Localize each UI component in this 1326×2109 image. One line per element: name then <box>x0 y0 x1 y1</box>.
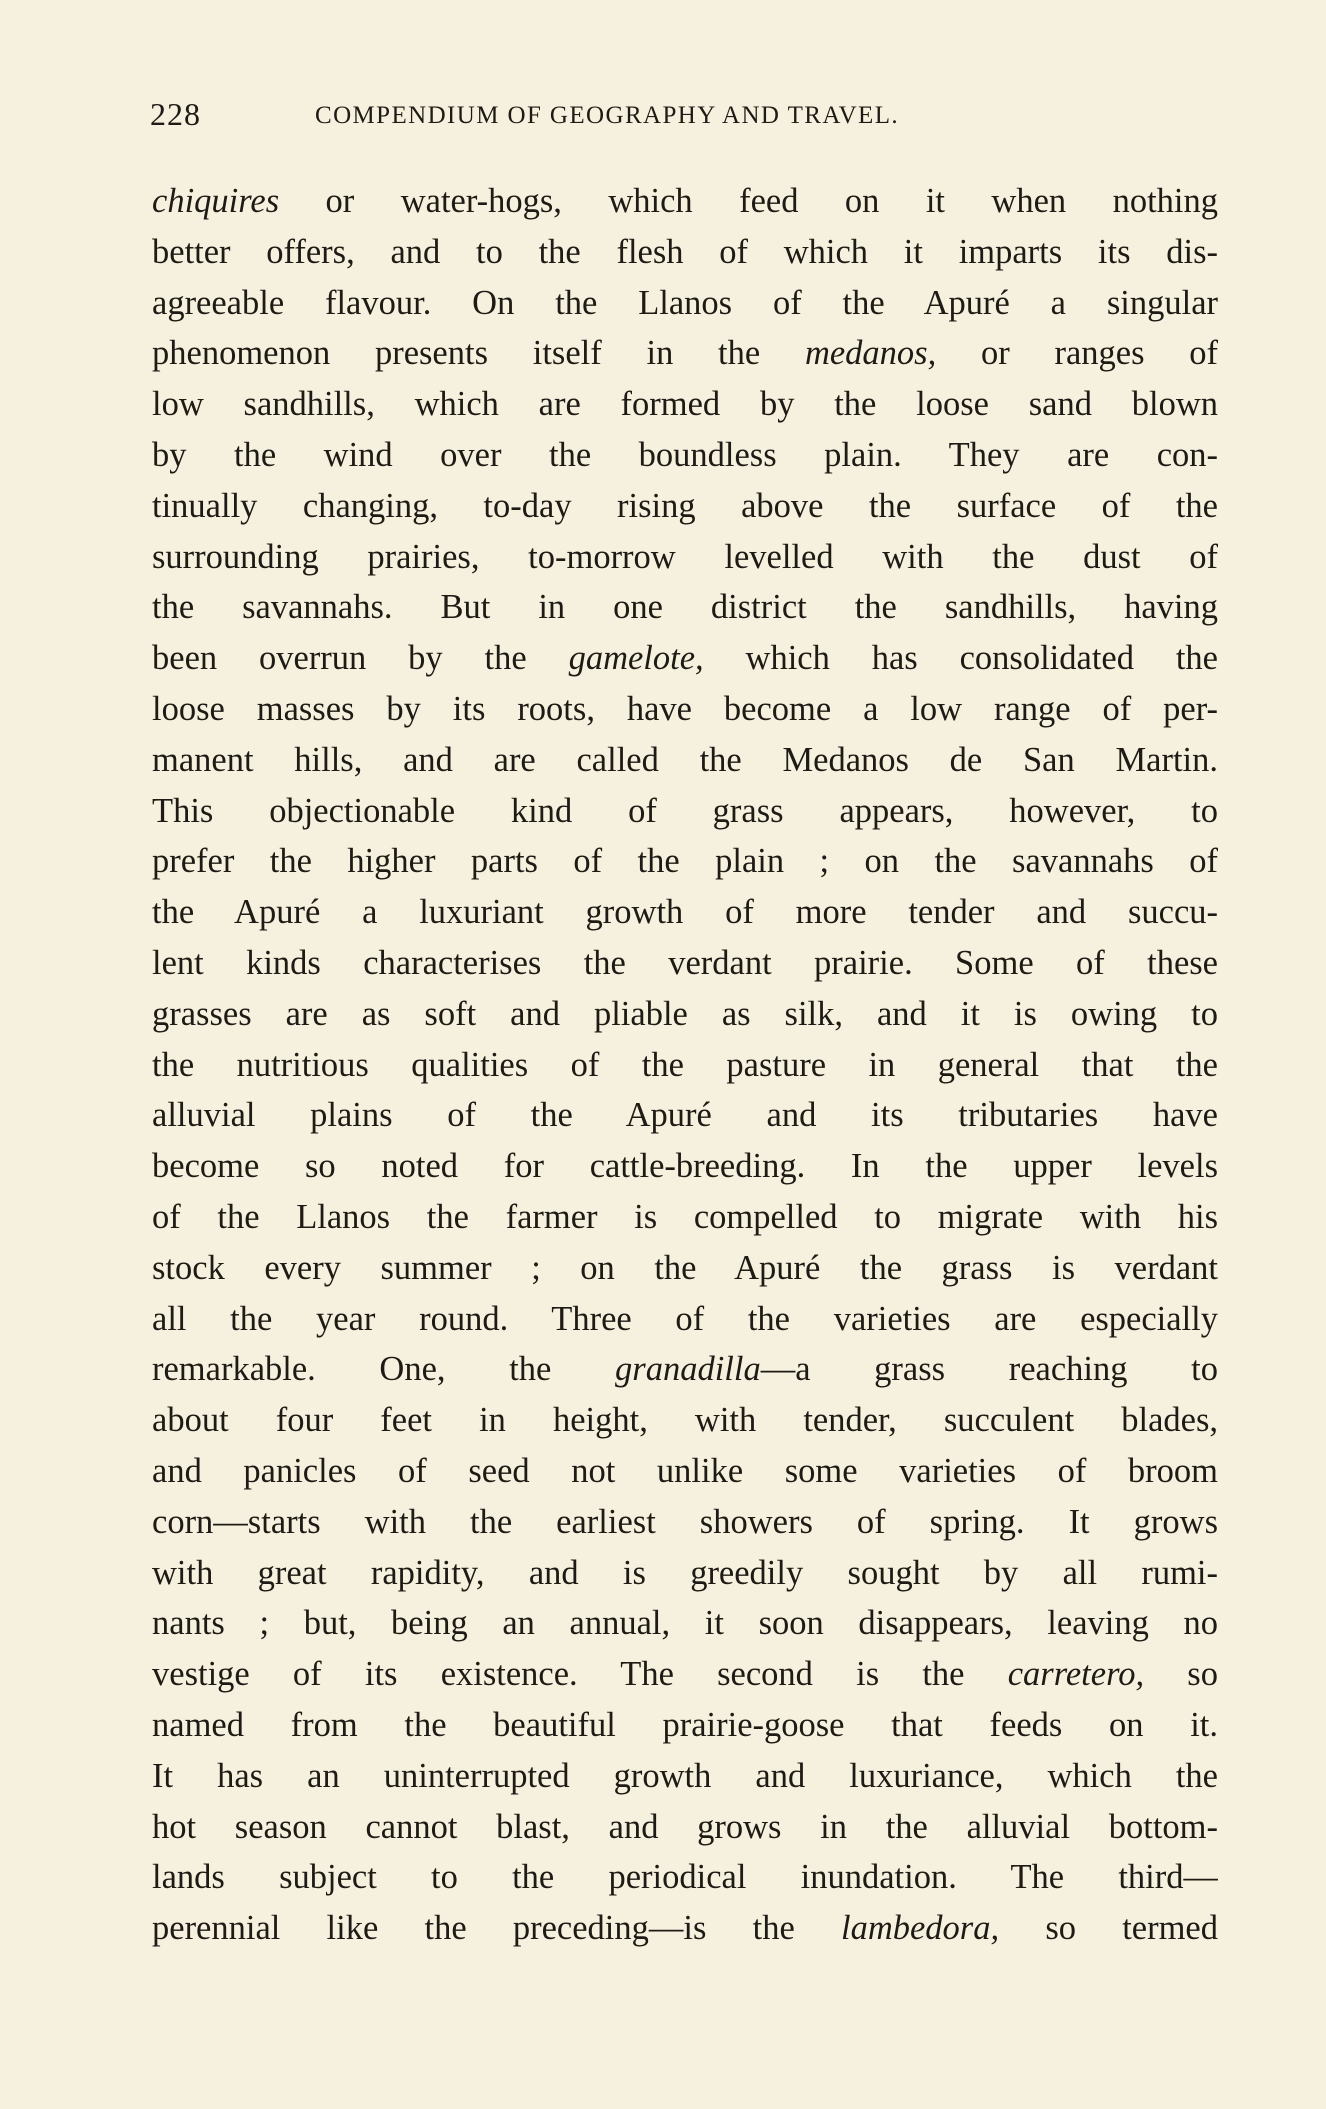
text-segment: nants ; but, being an annual, it soon disappears, leaving no <box>152 1604 1218 1643</box>
text-segment: which has consolidated the <box>703 639 1218 678</box>
text-line <box>152 836 1218 887</box>
text-segment: agreeable flavour. On the Llanos of the Apuré a singular <box>152 283 1218 322</box>
text-segment: by the wind over the boundless plain. They are con- <box>152 435 1218 474</box>
text-segment: This objectionable kind of grass appears, however, to <box>152 791 1218 830</box>
text-line <box>152 989 1218 1040</box>
text-line <box>152 1751 1218 1802</box>
text-line <box>152 278 1218 329</box>
text-line <box>152 532 1218 583</box>
page-number: 228 <box>150 96 201 132</box>
text-segment: grasses are as soft and pliable as silk, and it is owing to <box>152 994 1218 1033</box>
text-line <box>152 684 1218 735</box>
text-line <box>152 1040 1218 1091</box>
text-line <box>152 1446 1218 1497</box>
text-segment: phenomenon presents itself in the <box>152 334 805 373</box>
running-head <box>150 96 1220 140</box>
text-segment: the savannahs. But in one district the sandhills, having <box>152 588 1218 627</box>
body-text <box>152 176 1218 1954</box>
text-segment: hot season cannot blast, and grows in the alluvial bottom- <box>152 1807 1218 1846</box>
text-segment: named from the beautiful prairie-goose that feeds on it. <box>152 1705 1218 1744</box>
text-segment: so <box>1144 1655 1218 1694</box>
text-segment: with great rapidity, and is greedily sought by all rumi- <box>152 1553 1218 1592</box>
text-line <box>152 735 1218 786</box>
italic-term: carretero, <box>1007 1655 1145 1694</box>
text-segment: become so noted for cattle-breeding. In the upper levels <box>152 1147 1218 1186</box>
text-line <box>152 430 1218 481</box>
text-line <box>152 328 1218 379</box>
text-segment: the nutritious qualities of the pasture in general that the <box>152 1045 1218 1084</box>
text-line <box>152 1700 1218 1751</box>
text-segment: and panicles of seed not unlike some varieties of broom <box>152 1451 1218 1490</box>
text-line <box>152 1141 1218 1192</box>
text-segment: lent kinds characterises the verdant prairie. Some of these <box>152 943 1218 982</box>
italic-term: chiquires <box>152 182 280 220</box>
text-segment: prefer the higher parts of the plain ; on the savannahs of <box>152 842 1218 881</box>
text-line <box>152 176 1218 227</box>
text-line <box>152 633 1218 684</box>
italic-term: granadilla <box>615 1350 761 1389</box>
text-line <box>152 582 1218 633</box>
italic-term: medanos, <box>804 334 937 373</box>
text-segment: or water-hogs, which feed on it when nothing <box>279 182 1218 220</box>
text-line <box>152 1090 1218 1141</box>
text-line <box>152 786 1218 837</box>
text-segment: about four feet in height, with tender, succulent blades, <box>152 1401 1218 1440</box>
text-segment: perennial like the preceding—is the <box>152 1909 841 1948</box>
text-segment: stock every summer ; on the Apuré the grass is verdant <box>152 1248 1218 1287</box>
text-segment: alluvial plains of the Apuré and its tributaries have <box>152 1096 1218 1135</box>
text-line <box>152 1344 1218 1395</box>
text-line <box>152 887 1218 938</box>
text-segment: It has an uninterrupted growth and luxuriance, which the <box>152 1756 1218 1795</box>
text-line <box>152 938 1218 989</box>
italic-term: lambedora, <box>840 1909 1000 1948</box>
text-line <box>152 379 1218 430</box>
text-segment: surrounding prairies, to-morrow levelled with the dust of <box>152 537 1218 576</box>
running-title: COMPENDIUM OF GEOGRAPHY AND TRAVEL. <box>315 102 900 129</box>
text-segment: remarkable. One, the <box>152 1350 616 1389</box>
text-segment: —a grass reaching to <box>760 1350 1218 1389</box>
text-segment: been overrun by the <box>152 639 569 678</box>
text-line <box>152 1903 1218 1954</box>
text-line <box>152 481 1218 532</box>
text-segment: the Apuré a luxuriant growth of more tender and succu- <box>152 893 1218 932</box>
italic-term: gamelote, <box>568 639 704 678</box>
text-line <box>152 1852 1218 1903</box>
text-segment: vestige of its existence. The second is the <box>152 1655 1008 1694</box>
text-segment: manent hills, and are called the Medanos de San Martin. <box>152 740 1218 779</box>
text-segment: all the year round. Three of the varieties are especially <box>152 1299 1218 1338</box>
text-segment: tinually changing, to-day rising above the surface of the <box>152 486 1218 525</box>
text-line <box>152 1395 1218 1446</box>
text-segment: or ranges of <box>936 334 1218 373</box>
text-line <box>152 1192 1218 1243</box>
text-line <box>152 1598 1218 1649</box>
text-segment: of the Llanos the farmer is compelled to migrate with his <box>152 1197 1218 1236</box>
text-segment: better offers, and to the flesh of which it imparts its dis- <box>152 232 1218 271</box>
text-segment: so termed <box>999 1909 1218 1948</box>
text-line <box>152 1294 1218 1345</box>
text-segment: lands subject to the periodical inundation. The third— <box>152 1858 1218 1897</box>
text-line <box>152 1548 1218 1599</box>
text-line <box>152 1802 1218 1853</box>
text-line <box>152 1243 1218 1294</box>
text-segment: low sandhills, which are formed by the loose sand blown <box>152 385 1218 424</box>
text-line <box>152 227 1218 278</box>
text-line <box>152 1497 1218 1548</box>
text-line <box>152 1649 1218 1700</box>
text-segment: corn—starts with the earliest showers of spring. It grows <box>152 1502 1218 1541</box>
text-segment: loose masses by its roots, have become a low range of per- <box>152 689 1218 728</box>
